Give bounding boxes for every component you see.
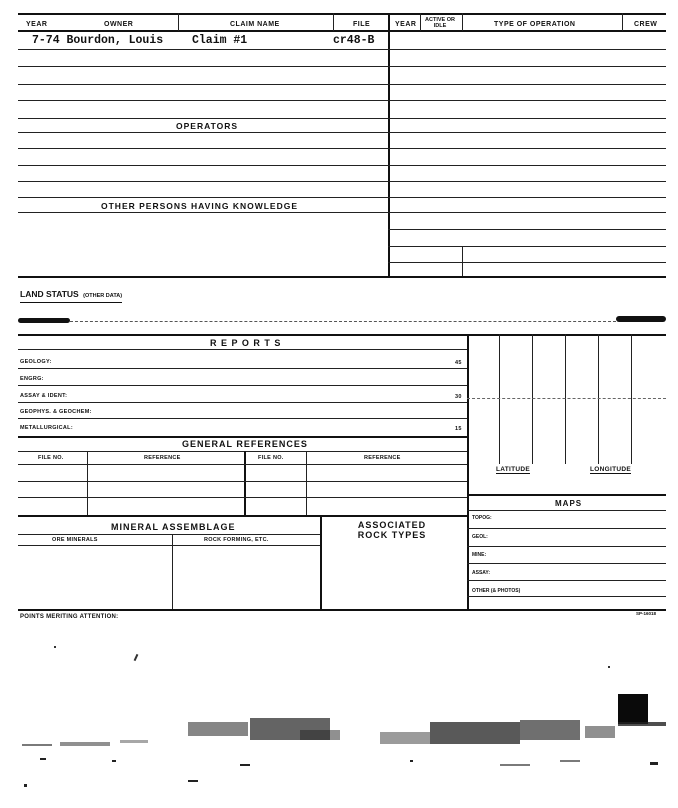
col-header-file: FILE (353, 21, 371, 28)
scan-dot (54, 646, 56, 648)
reports-heading: R E P O R T S (210, 338, 282, 348)
scan-tick-mark (134, 654, 139, 661)
report-label-assay: ASSAY & IDENT: (20, 393, 68, 399)
other-persons-heading: OTHER PERSONS HAVING KNOWLEDGE (101, 201, 299, 211)
smudge-mark-right (616, 316, 666, 322)
map-assay-label: ASSAY: (472, 570, 491, 576)
report-label-metallurgical: METALLURGICAL: (20, 425, 73, 431)
col-header-owner: OWNER (104, 21, 134, 28)
longitude-label: LONGITUDE (590, 466, 631, 473)
report-num-metallurgical: 15 (455, 426, 462, 432)
land-status-note: (OTHER DATA) (83, 293, 123, 299)
col-header-type-of-operation: TYPE OF OPERATION (494, 21, 576, 28)
land-status-label (20, 284, 122, 303)
rock-forming-header: ROCK FORMING, ETC. (204, 537, 269, 543)
form-code: SP-16018 (636, 611, 657, 616)
ref-header-reference-2: REFERENCE (364, 455, 401, 461)
report-label-geophys: GEOPHYS. & GEOCHEM: (20, 409, 92, 415)
col-header-year-2: YEAR (395, 21, 417, 28)
map-mine-label: MINE: (472, 552, 487, 558)
operators-heading: OPERATORS (176, 121, 239, 131)
report-label-geology: GEOLOGY: (20, 359, 52, 365)
maps-heading: MAPS (555, 499, 583, 508)
smudge-mark-left (18, 318, 70, 323)
land-status-title: LAND STATUS (20, 289, 79, 299)
col-header-claim-name: CLAIM NAME (230, 21, 280, 28)
bottom-scan-noise (0, 712, 678, 808)
mineral-assemblage-heading: MINERAL ASSEMBLAGE (111, 522, 236, 532)
map-topog-label: TOPOG: (472, 515, 492, 521)
report-label-engrg: ENGRG: (20, 376, 44, 382)
general-references-heading: GENERAL REFERENCES (182, 439, 308, 449)
col-header-active-idle: ACTIVE OR IDLE (425, 17, 455, 29)
report-num-geology: 45 (455, 360, 462, 366)
ref-header-file-no-2: FILE NO. (258, 455, 284, 461)
associated-rock-types-heading: ASSOCIATED ROCK TYPES (357, 520, 427, 540)
scan-dot (608, 666, 610, 668)
ore-minerals-header: ORE MINERALS (52, 537, 98, 543)
points-meriting-attention-label: POINTS MERITING ATTENTION: (20, 614, 119, 620)
col-header-crew: CREW (634, 21, 658, 28)
report-num-assay: 30 (455, 394, 462, 400)
entry-year-owner: 7-74 Bourdon, Louis (32, 34, 164, 47)
col-header-year: YEAR (26, 21, 48, 28)
entry-claim-name: Claim #1 (192, 34, 248, 47)
entry-file: cr48-B (333, 34, 375, 47)
map-other-label: OTHER (& PHOTOS) (472, 588, 521, 594)
ref-header-file-no-1: FILE NO. (38, 455, 64, 461)
map-geol-label: GEOL: (472, 534, 488, 540)
latitude-label: LATITUDE (496, 466, 531, 473)
ref-header-reference-1: REFERENCE (144, 455, 181, 461)
